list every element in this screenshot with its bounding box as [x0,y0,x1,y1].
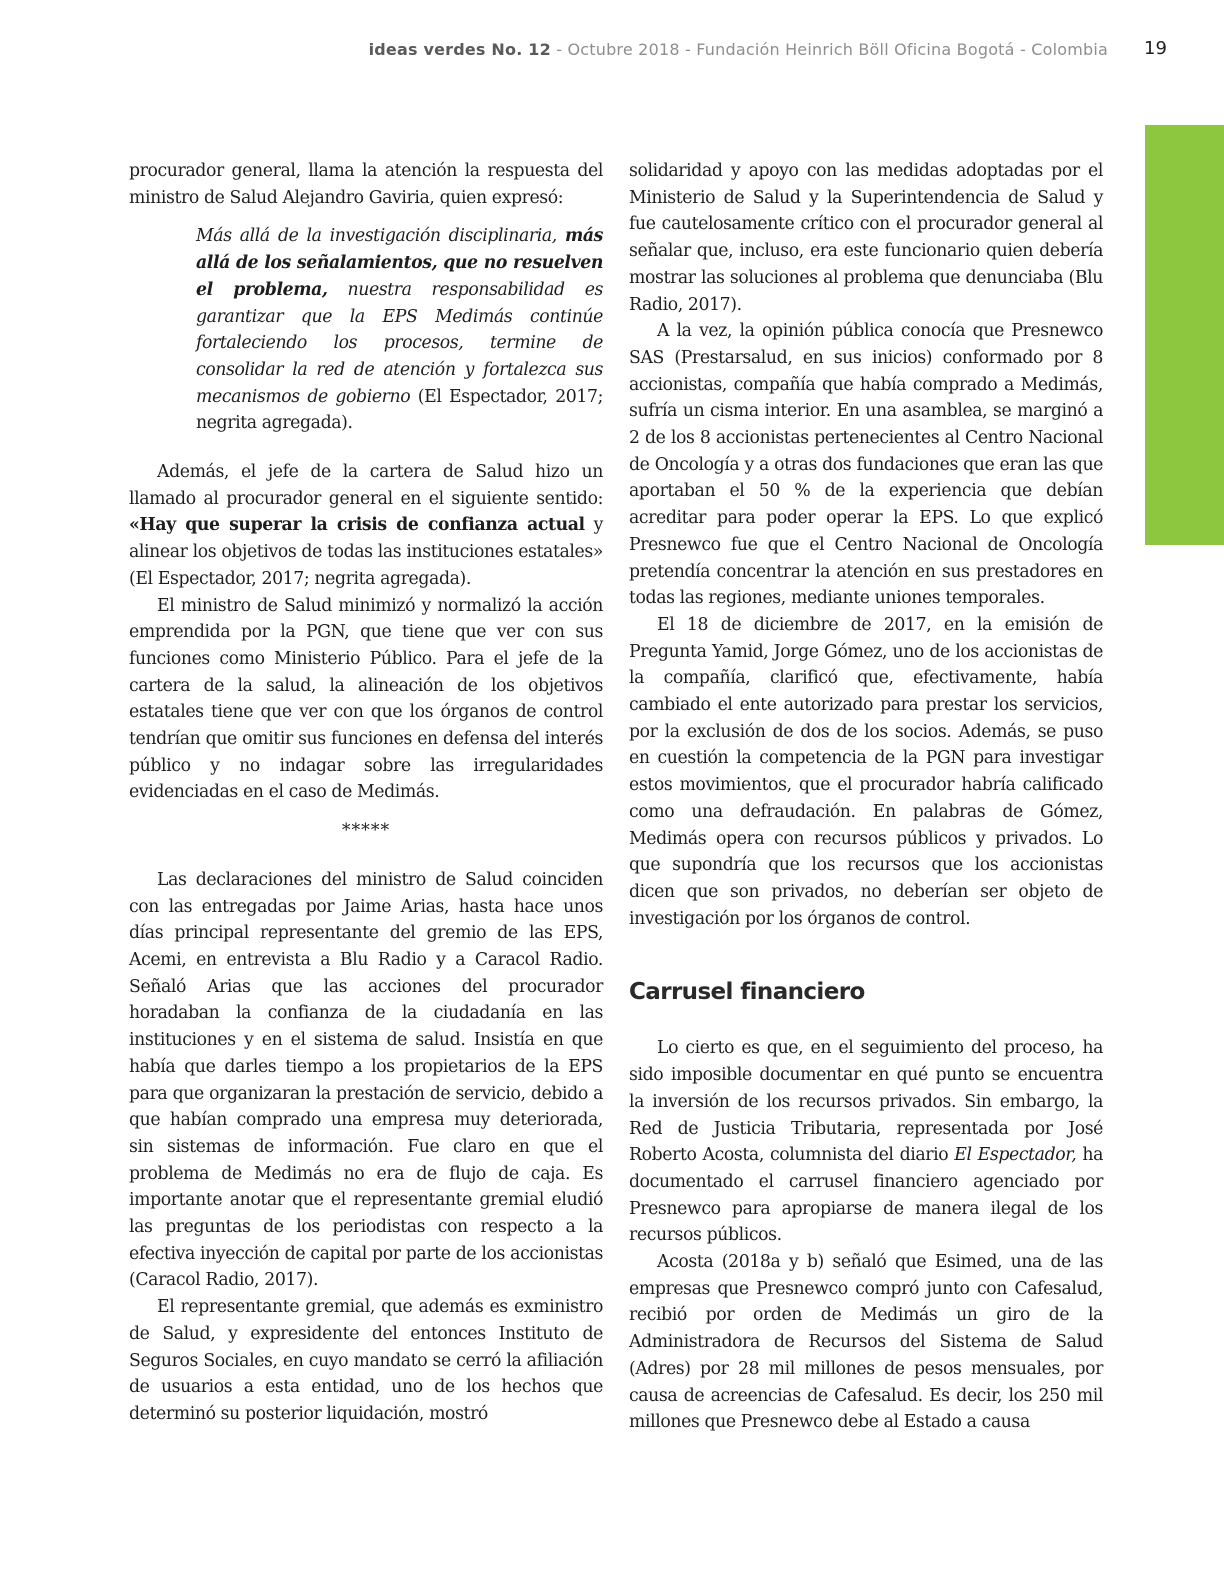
paragraph: Las declaraciones del ministro de Salud coinciden con las entregadas por Jaime Arias, hasta hace unos días principal representante del gremio de las EPS, Acemi, en entrevista a Blu Radio y a Caracol Radio. Señaló Arias que las acciones del procurador horadaban la confianza de la ciudadanía en las instituciones y en el sistema de salud. Insistía en que había que darles tiempo a los propietarios de la EPS para que organizaran la prestación de servicio, debido a que habían comprado una empresa muy deteriorada, sin sistemas de información. Fue claro en que el problema de Medimás no era de flujo de caja. Es importante anotar que el representante gremial eludió las preguntas de los periodistas con respecto a la efectiva inyección de capital por parte de los accionistas (Caracol Radio, 2017). [129,869,603,1291]
quote-citation: (El Espectador, 2017; negrita agregada). [196,386,603,434]
quote-bold-text: más allá de los señalamientos, que no resuelven el problema, [196,226,603,300]
magazine-name: ideas verdes No. 12 [368,40,551,59]
section-heading: Carrusel financiero [629,979,865,1006]
paragraph: El ministro de Salud minimizó y normalizó la acción emprendida por la PGN, que tiene que ver con sus funciones como Ministerio Público. Para el jefe de la cartera de la salud, la alineación de los objetivos estatales tiene que ver con que los órganos de control tendrían que omitir sus funciones en defensa del interés público y no indagar sobre las irregularidades evidenciadas en el caso de Medimás. [129,595,603,803]
running-header [0,37,1224,67]
block-quote [196,223,603,437]
section-color-tab [1145,125,1224,545]
newspaper-name: El Espectador, [954,1145,1077,1166]
left-column [129,158,603,1428]
paragraph: El representante gremial, que además es exministro de Salud, y expresidente del entonces Instituto de Seguros Sociales, en cuyo mandato se cerró la afiliación de usuarios a esta entidad, uno de los hechos que determinó su posterior liquidación, mostró [129,1297,603,1424]
paragraph-text: Lo cierto es que, en el seguimiento del proceso, ha sido imposible documentar en qué punto se encuentra la inversión de los recursos privados. Sin embargo, la Red de Justicia Tributaria, representada por José Roberto Acosta, columnista del diario [629,1038,1103,1166]
section-separator: ***** [341,821,391,842]
quote-text: nuestra responsabilidad es garantizar que la EPS Medimás continúe fortaleciendo los procesos, termine de consolidar la red de atención y fortalezca sus mecanismos de gobierno [196,279,603,407]
paragraph-text: Además, el jefe de la cartera de Salud hizo un llamado al procurador general en el siguiente sentido: [129,462,603,509]
right-column [629,158,1103,1436]
paragraph: procurador general, llama la atención la respuesta del ministro de Salud Alejandro Gaviria, quien expresó: [129,161,603,208]
header-publication-info [369,40,1108,59]
paragraph: Acosta (2018a y b) señaló que Esimed, una de las empresas que Presnewco compró junto con Cafesalud, recibió por orden de Medimás un giro de la Administradora de Recursos del Sistema de Salud (Adres) por 28 mil millones de pesos mensuales, por causa de acreencias de Cafesalud. Es decir, los 250 mil millones que Presnewco debe al Estado a causa [629,1252,1103,1433]
paragraph [129,459,603,593]
issue-details: - Octubre 2018 - Fundación Heinrich Böll Oficina Bogotá - Colombia [550,40,1108,59]
paragraph: A la vez, la opinión pública conocía que Presnewco SAS (Prestarsalud, en sus inicios) conformado por 8 accionistas, compañía que había comprado a Medimás, sufría un cisma interior. En una asamblea, se marginó a 2 de los 8 accionistas pertenecientes al Centro Nacional de Oncología y a otras dos fundaciones que eran las que aportaban el 50 % de la experiencia que debían acreditar para poder operar la EPS. Lo que explicó Presnewco fue que el Centro Nacional de Oncología pretendía concentrar la atención en sus prestadores en todas las regiones, mediante uniones temporales. [629,321,1103,609]
page-number: 19 [1144,38,1167,59]
bold-quote: «Hay que superar la crisis de confianza actual [129,515,585,536]
paragraph: El 18 de diciembre de 2017, en la emisión de Pregunta Yamid, Jorge Gómez, uno de los accionistas de la compañía, clarificó que, efectivamente, había cambiado el ente autorizado para prestar los servicios, por la exclusión de dos de los socios. Además, se puso en cuestión la competencia de la PGN para investigar estos movimientos, que el procurador habría calificado como una defraudación. En palabras de Gómez, Medimás opera con recursos públicos y privados. Lo que supondría que los recursos que los accionistas dicen que son privados, no deberían ser objeto de investigación por los órganos de control. [629,614,1103,929]
paragraph [629,1035,1103,1249]
paragraph-text: y alinear los objetivos de todas las instituciones estatales» (El Espectador, 2017; negrita agregada). [129,515,603,589]
quote-text: Más allá de la investigación disciplinaria, [196,226,565,247]
paragraph: solidaridad y apoyo con las medidas adoptadas por el Ministerio de Salud y la Superintendencia de Salud y fue cautelosamente crítico con el procurador general al señalar que, incluso, era este funcionario quien debería mostrar las soluciones al problema que denunciaba (Blu Radio, 2017). [629,161,1103,315]
paragraph-text: ha documentado el carrusel financiero agenciado por Presnewco para apropiarse de manera ilegal de los recursos públicos. [629,1145,1103,1246]
